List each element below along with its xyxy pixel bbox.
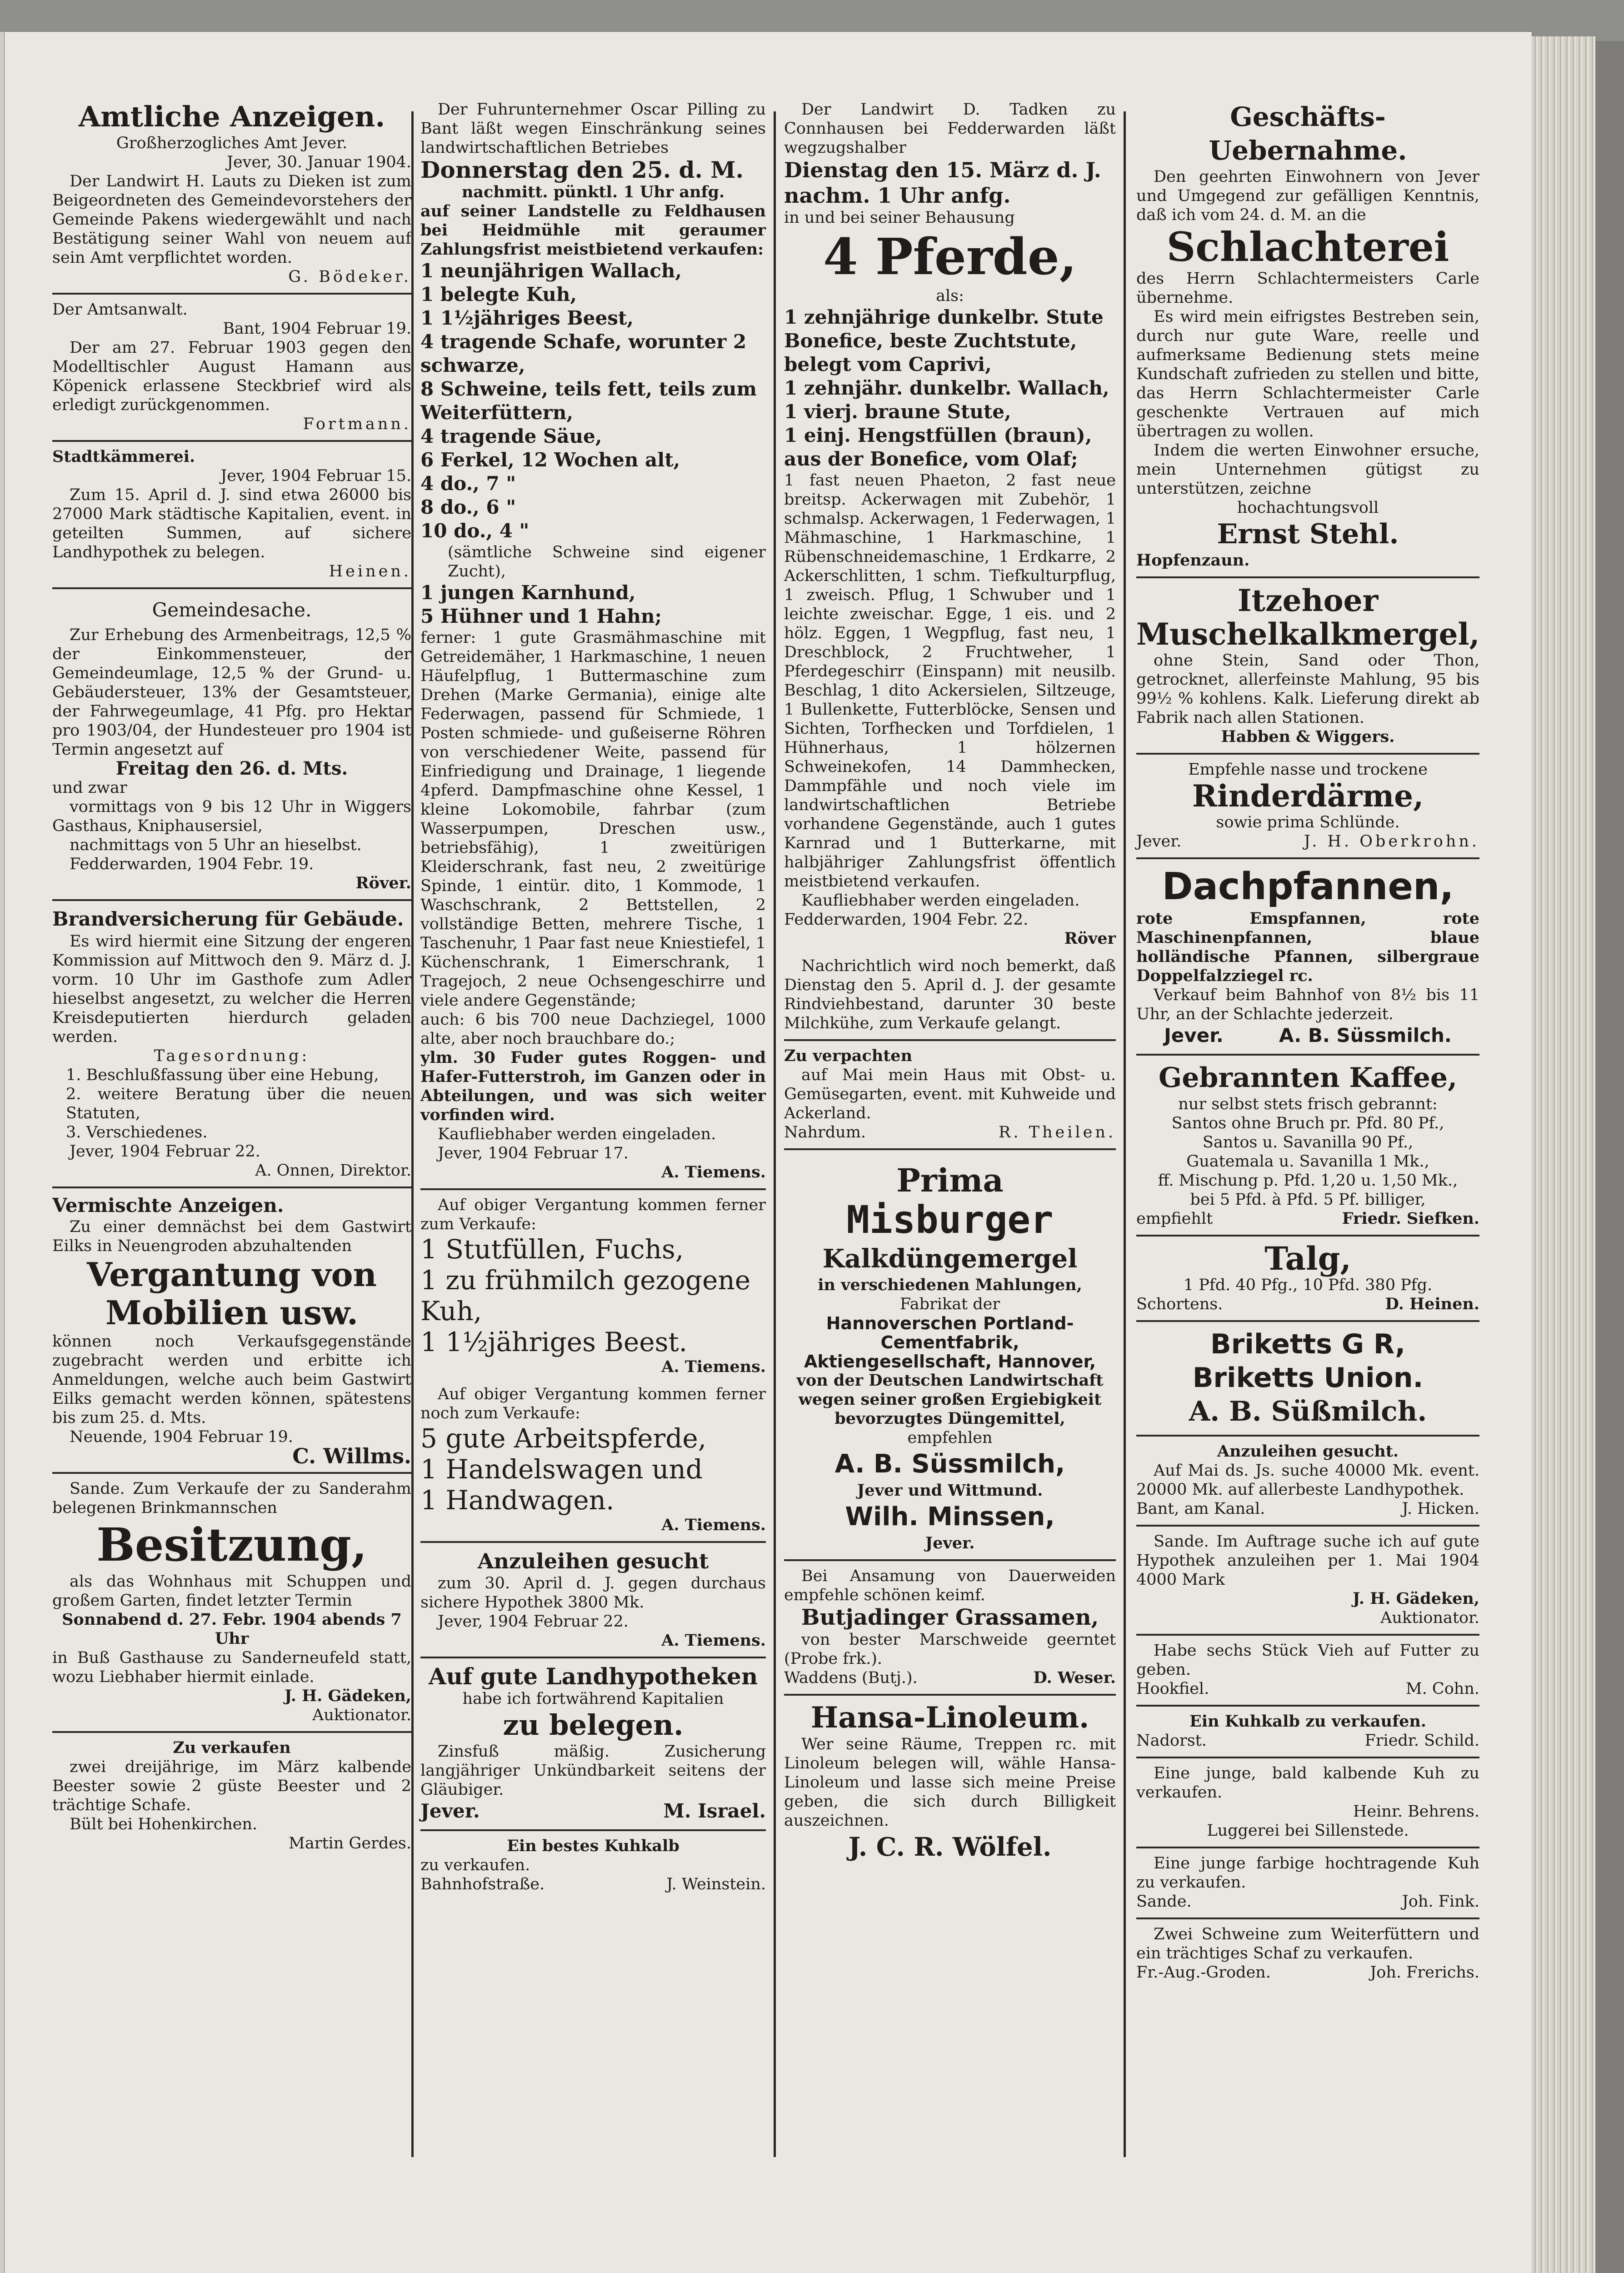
divider	[1136, 1525, 1479, 1527]
place-line: Bült bei Hohenkirchen.	[70, 1815, 258, 1833]
notice-text: Zum 15. April d. J. sind etwa 26000 bis 27000 Mark städtische Kapitalien, event. in geteilten Summen, auf sichere Landhypothek zu belegen.	[52, 486, 411, 561]
notice-text: können noch Verkaufsgegenstände zugebracht werden und erbitte ich Anmeldungen, welche auch beim Gastwirt Eilks gemacht werden können, spätestens bis zum 25. d. Mts.	[52, 1332, 411, 1427]
notice-text: habe ich fortwährend Kapitalien	[462, 1690, 724, 1708]
divider	[52, 899, 411, 901]
divider	[52, 1731, 411, 1733]
signature: D. Heinen.	[1385, 1295, 1479, 1313]
divider	[420, 1657, 766, 1658]
place-line: Jever.	[1136, 832, 1182, 851]
ad-headline: Besitzung,	[96, 1518, 367, 1572]
signature: M. Israel.	[663, 1800, 766, 1822]
sale-item: 6 Ferkel, 12 Wochen alt,	[420, 449, 680, 471]
signature: M. Cohn.	[1405, 1680, 1479, 1698]
notice-text: von der Deutschen Landwirtschaft wegen seiner großen Ergiebigkeit bevorzugtes Düngemittel,	[796, 1371, 1104, 1428]
place-line: Sande.	[1136, 1892, 1192, 1911]
price-line: bei 5 Pfd. à Pfd. 5 Pf. billiger,	[1190, 1191, 1426, 1209]
signature: Habben & Wiggers.	[1221, 727, 1395, 746]
sale-item: 1 1½jähriges Beest,	[420, 307, 634, 329]
notice-text: in Buß Gasthause zu Sanderneufeld statt, wozu Liebhaber hiermit einlade.	[52, 1649, 411, 1686]
notice-text: Eine junge farbige hochtragende Kuh zu verkaufen.	[1136, 1854, 1479, 1892]
notice-text: Bei Ansamung von Dauerweiden empfehle schönen keimf.	[784, 1567, 1116, 1604]
date-line: Jever, 1904 Februar 22.	[70, 1142, 260, 1161]
signature: A. Tiemens.	[661, 1357, 766, 1376]
notice-text: empfiehlt	[1136, 1210, 1213, 1228]
notice-text: Zinsfuß mäßig. Zusicherung langjähriger Unkündbarkeit seitens der Gläubiger.	[420, 1742, 766, 1799]
notice-text: zwei dreijährige, im März kalbende Beester sowie 2 güste Beester und 2 trächtige Schafe.	[52, 1758, 411, 1814]
notice-text: ylm. 30 Fuder gutes Roggen- und Hafer-Futterstroh, im Ganzen oder in Abteilungen, und was sich weiter vorfinden wird.	[420, 1048, 766, 1124]
notice-heading: Ein Kuhkalb zu verkaufen.	[1189, 1712, 1426, 1731]
divider	[1136, 1054, 1479, 1056]
notice-text: als:	[936, 287, 964, 305]
sale-item: 8 do., 6 "	[420, 496, 516, 518]
ad-headline: Misburger	[846, 1197, 1054, 1242]
signature: G. Bödeker.	[288, 268, 411, 286]
signature: Martin Gerdes.	[289, 1834, 411, 1852]
signature: A. Tiemens.	[661, 1631, 766, 1650]
column-3	[775, 100, 1125, 2196]
notice-text: zum 30. April d. J. gegen durchaus sichere Hypothek 3800 Mk.	[420, 1574, 766, 1612]
ad-headline: Gebrannten Kaffee,	[1158, 1062, 1457, 1094]
agenda-heading: Tagesordnung:	[154, 1047, 310, 1065]
notice-text: von bester Marschweide geerntet (Probe frk.).	[784, 1631, 1116, 1668]
signature: Friedr. Siefken.	[1342, 1209, 1479, 1228]
place-line: Luggerei bei Sillenstede.	[1207, 1822, 1409, 1840]
sale-item: 8 Schweine, teils fett, teils zum Weiterfüttern,	[420, 378, 757, 424]
signature: J. Weinstein.	[666, 1875, 766, 1893]
sale-item: 10 do., 4 "	[420, 520, 530, 542]
ad-headline: Hansa-Linoleum.	[810, 1701, 1089, 1735]
signature: Friedr. Schild.	[1364, 1732, 1479, 1750]
time-line: nachmitt. pünktl. 1 Uhr anfg.	[461, 183, 725, 201]
date-line: Sonnabend d. 27. Febr. 1904 abends 7 Uhr	[62, 1610, 402, 1648]
sale-item: 1 jungen Karnhund,	[420, 581, 636, 604]
notice-heading: Der Amtsanwalt.	[52, 300, 188, 319]
divider	[1136, 1757, 1479, 1758]
notice-text: nachmittags von 5 Uhr an hieselbst.	[70, 836, 362, 854]
ad-headline: Muschelkalkmergel,	[1136, 616, 1480, 652]
place-line: Nahrdum.	[784, 1123, 866, 1142]
divider	[784, 1559, 1116, 1561]
ad-headline: Briketts G R,	[1210, 1328, 1406, 1360]
notice-heading: Auf gute Landhypotheken	[428, 1663, 758, 1690]
signature: R. Theilen.	[999, 1123, 1116, 1142]
ad-headline: Prima	[896, 1162, 1004, 1199]
place-line: Waddens (Butj.).	[784, 1669, 918, 1687]
divider	[420, 1188, 766, 1190]
notice-text: zu verkaufen.	[420, 1856, 530, 1874]
notice-heading: Brandversicherung für Gebäude.	[52, 908, 404, 930]
divider	[1136, 857, 1479, 859]
signature: A. B. Süßmilch.	[1189, 1396, 1427, 1427]
divider	[1136, 753, 1479, 755]
sale-item-large: 5 gute Arbeitspferde,	[420, 1423, 707, 1454]
ad-headline: Butjadinger Grassamen,	[801, 1605, 1099, 1630]
signature: Joh. Fink.	[1402, 1892, 1479, 1911]
notice-text: als das Wohnhaus mit Schuppen und großem Garten, findet letzter Termin	[52, 1572, 411, 1610]
notice-text: ferner: 1 gute Grasmähmaschine mit Getreidemäher, 1 Harkmaschine, 1 neuen Häufelpflug, 1 Buttermaschine zum Drehen (Marke Germania), einige alte Federwagen, passend für Schmiede, 1 Posten schmiede- und gußeiserne Röhren von verschiedener Weite, passend für Einfriedigung und Drainage, 1 liegende 4pferd. Dampfmaschine ohne Kessel, 1 kleine Lokomobile, fahrbar (zum Wasserpumpen, Dreschen usw., betriebsfähig), 1 zweitürigen Kleiderschrank, fast neu, 2 zweitürige Spinde, 1 eintür. dito, 1 Kommode, 1 Waschschrank, 2 Bettstellen, 2 vollständige Betten, mehrere Tische, 1 Taschenuhr, 1 Paar fast neue Kniestiefel, 1 Küchenschrank, 1 Eimerschrank, 1 Tragejoch, 2 neue Ochsengeschirre und viele andere Gegenstände;	[420, 629, 766, 1010]
sale-item: 1 belegte Kuh,	[420, 283, 577, 305]
notice-text: empfehlen	[907, 1429, 993, 1447]
section-heading: Vermischte Anzeigen.	[52, 1194, 284, 1217]
notice-text: Hannoverschen Portland-Cementfabrik, Aktiengesellschaft, Hannover,	[804, 1313, 1096, 1372]
notice-text: Der Landwirt H. Lauts zu Dieken ist zum Beigeordneten des Gemeindevorstehers der Gemeinde Pakens wiedergewählt und nach Bestätigung seiner Wahl von neuem auf sein Amt verpflichtet worden.	[52, 172, 411, 267]
divider	[1136, 1918, 1479, 1919]
price-line: 1 Pfd. 40 Pfg., 10 Pfd. 380 Pfg.	[1183, 1276, 1433, 1294]
office-line: Großherzogliches Amt Jever.	[116, 134, 348, 152]
date-line: Fedderwarden, 1904 Febr. 19.	[70, 855, 314, 873]
ad-headline: Itzehoer	[1237, 583, 1379, 618]
date-line: Jever, 30. Januar 1904.	[226, 153, 411, 171]
sale-item: 1 einj. Hengstfüllen (braun), aus der Bonefice, vom Olaf;	[784, 424, 1092, 470]
notice-text: Kaufliebhaber werden eingeladen.	[801, 891, 1080, 910]
notice-text: Der Fuhrunternehmer Oscar Pilling zu Bant läßt wegen Einschränkung seines landwirtschaftlichen Betriebes	[420, 100, 766, 157]
sale-item-large: 1 Handwagen.	[420, 1485, 615, 1516]
divider	[1136, 576, 1479, 578]
notice-text: 1 fast neuen Phaeton, 2 fast neue breitsp. Ackerwagen mit Zubehör, 1 schmalsp. Ackerwagen, 1 Federwagen, 1 Mähmaschine, 1 Harkmaschine, 1 Rübenschneidemaschine, 1 Erdkarre, 2 Ackerschlitten, 1 schm. Tiefkulturpflug, 1 zweisch. Pflug, 1 Schwuber und 1 leichte zweischar. Egge, 1 eis. und 2 hölz. Eggen, 1 Wegpflug, fast neu, 1 Dreschblock, 2 Fruchtweher, 1 Pferdegeschirr (Einspann) mit neusilb. Beschlag, 1 dito Ackersielen, Siltzeuge, 1 Bullenkette, Futterblöcke, Sensen und Sichten, Torfhecken und Torfdielen, 1 Hühnerhaus, 1 hölzernen Schweinekofen, 14 Dammhecken, Dammpfähle und noch viele im landwirtschaftlichen Betriebe vorhandene Gegenstände, auch 1 gutes Karnrad und 1 Butterkarne, mit halbjähriger Zahlungsfrist öffentlich meistbietend verkaufen.	[784, 471, 1116, 891]
signature: Heinen.	[329, 562, 411, 581]
place-line: Bant, am Kanal.	[1136, 1500, 1265, 1518]
divider	[784, 1694, 1116, 1696]
notice-text: Der Landwirt D. Tadken zu Connhausen bei Fedderwarden läßt wegzugshalber	[784, 100, 1116, 157]
notice-text: Der am 27. Februar 1903 gegen den Modelltischler August Hamann aus Köpenick erlassene Steckbrief wird als erledigt zurückgenommen.	[52, 339, 411, 414]
notice-text: Habe sechs Stück Vieh auf Futter zu geben.	[1136, 1642, 1479, 1679]
date-line: Freitag den 26. d. Mts.	[115, 758, 348, 779]
signature: J. H. Gädeken,	[1352, 1589, 1479, 1608]
notice-heading: Zu verpachten	[784, 1046, 913, 1065]
sale-note: (sämtliche Schweine sind eigener Zucht),	[448, 543, 766, 581]
signature: Röver	[1064, 929, 1116, 948]
divider	[52, 440, 411, 442]
divider	[52, 587, 411, 589]
signature: Ernst Stehl.	[1217, 518, 1399, 550]
notice-text: Es wird hiermit eine Sitzung der engeren Kommission auf Mittwoch den 9. März d. J. vorm. 10 Uhr im Gasthofe zum Adler hieselbst angesetzt, zu welcher die Herren Kreisdeputierten hierdurch geladen werden.	[52, 932, 411, 1046]
divider	[52, 1472, 411, 1474]
notice-heading: Anzuleihen gesucht.	[1217, 1442, 1399, 1461]
sale-item: 1 vierj. braune Stute,	[784, 401, 1011, 423]
price-line: ff. Mischung p. Pfd. 1,20 u. 1,50 Mk.,	[1158, 1172, 1458, 1190]
notice-text: Zur Erhebung des Armenbeitrags, 12,5 % der Einkommensteuer, der Gemeindeumlage, 12,5 % der Grund- u. Gebäudersteuer, 13% der Gesamtsteuer, der Fahrwegeumlage, 41 Pfg. pro Hektar pro 1903/04, der Hundesteuer pro 1904 ist Termin angesetzt auf	[52, 626, 411, 759]
ad-headline: 4 Pferde,	[823, 227, 1077, 286]
signature-role: Auktionator.	[1380, 1609, 1479, 1627]
column-1	[52, 100, 411, 2196]
place-line: Jever.	[1164, 1024, 1224, 1046]
notice-text: in verschiedenen Mahlungen,	[818, 1276, 1082, 1294]
notice-text: Nachrichtlich wird noch bemerkt, daß Dienstag den 5. April d. J. der gesamte Rindviehbestand, darunter 30 beste Milchkühe, zum Verkaufe gelangt.	[784, 957, 1116, 1032]
divider	[1136, 1705, 1479, 1707]
date-line: Bant, 1904 Februar 19.	[223, 320, 411, 338]
notice-text: Den geehrten Einwohnern von Jever und Umgegend zur gefälligen Kenntnis, daß ich vom 24. d. M. an die	[1136, 168, 1479, 224]
notice-text: Verkauf beim Bahnhof von 8½ bis 11 Uhr, an der Schlachte jederzeit.	[1136, 986, 1479, 1023]
advertiser-place: Jever und Wittmund.	[857, 1481, 1043, 1500]
signature-role: Auktionator.	[312, 1706, 411, 1724]
divider	[1136, 1235, 1479, 1237]
notice-heading: Stadtkämmerei.	[52, 447, 195, 466]
notice-text: rote Emspfannen, rote Maschinenpfannen, blaue holländische Pfannen, silbergraue Doppelfalzziegel rc.	[1136, 909, 1479, 985]
place-line: Schortens.	[1136, 1295, 1223, 1313]
notice-text: Wer seine Räume, Treppen rc. mit Linoleum belegen will, wähle Hansa-Linoleum und lasse sich meine Preise geben, die sich durch Billigkeit auszeichnen.	[784, 1735, 1116, 1830]
sale-item-large: 1 Stutfüllen, Fuchs,	[420, 1234, 684, 1265]
date-line: Jever, 1904 Februar 17.	[438, 1144, 629, 1162]
divider	[1136, 1634, 1479, 1636]
ad-headline: Schlachterei	[1166, 223, 1449, 270]
place-line: Fr.-Aug.-Groden.	[1136, 1963, 1271, 1982]
signature: A. Tiemens.	[661, 1516, 766, 1534]
notice-text: auf seiner Landstelle zu Feldhausen bei Heidmühle mit geraumer Zahlungsfrist meistbietend verkaufen:	[420, 202, 766, 259]
divider	[784, 1039, 1116, 1041]
notice-text: Auf obiger Vergantung kommen ferner noch zum Verkaufe:	[420, 1385, 766, 1422]
notice-text: auf Mai mein Haus mit Obst- u. Gemüsegarten, event. mit Kuhweide und Ackerland.	[784, 1066, 1116, 1122]
signature: J. H. Oberkrohn.	[1304, 832, 1479, 851]
notice-text: Auf Mai ds. Js. suche 40000 Mk. event. 20000 Mk. auf allerbeste Landhypothek.	[1136, 1462, 1479, 1499]
date-line: Dienstag den 15. März d. J. nachm. 1 Uhr anfg.	[784, 158, 1101, 208]
notice-text: Es wird mein eifrigstes Bestreben sein, durch nur gute Ware, reelle und aufmerksame Bedienung stets meine Kundschaft zufrieden zu stellen und bitte, das Herrn Schlachtermeister Carle geschenkte Vertrauen auf mich übertragen zu wollen.	[1136, 308, 1479, 441]
divider	[1136, 1435, 1479, 1437]
sale-item-large: 1 1½jähriges Beest.	[420, 1327, 688, 1357]
notice-text: Sande. Im Auftrage suche ich auf gute Hypothek anzuleihen per 1. Mai 1904 4000 Mark	[1136, 1532, 1479, 1589]
signature: J. C. R. Wölfel.	[848, 1832, 1052, 1862]
date-line: Fedderwarden, 1904 Febr. 22.	[784, 911, 1029, 929]
signature: Joh. Frerichs.	[1370, 1963, 1479, 1982]
signature: J. H. Gädeken,	[284, 1687, 411, 1705]
signature: A. Onnen, Direktor.	[255, 1162, 411, 1180]
notice-text: Indem die werten Einwohner ersuche, mein Unternehmen gütigst zu unterstützen, zeichne	[1136, 441, 1479, 498]
advertiser-name: A. B. Süssmilch,	[834, 1449, 1065, 1479]
column-2	[411, 100, 775, 2196]
date-line: Jever, 1904 Februar 22.	[438, 1612, 629, 1631]
date-line: Donnerstag den 25. d. M.	[420, 156, 744, 183]
notice-text: Eine junge, bald kalbende Kuh zu verkaufen.	[1136, 1764, 1479, 1802]
divider	[1136, 1320, 1479, 1322]
notice-text: Fabrikat der	[899, 1295, 1000, 1313]
divider	[420, 1541, 766, 1543]
sale-item: 1 zehnjährige dunkelbr. Stute Bonefice, beste Zuchtstute, belegt vom Caprivi,	[784, 306, 1104, 375]
place-line: Jever.	[420, 1800, 480, 1822]
divider	[784, 1148, 1116, 1150]
ad-subheadline: Kalkdüngemergel	[822, 1244, 1078, 1274]
notice-text: vormittags von 9 bis 12 Uhr in Wiggers Gasthaus, Kniphausersiel,	[52, 798, 411, 835]
signature: C. Willms.	[292, 1444, 411, 1468]
ad-headline: Vergantung von Mobilien usw.	[87, 1255, 377, 1332]
sale-item-large: 1 Handelswagen und	[420, 1454, 703, 1485]
price-line: Guatemala u. Savanilla 1 Mk.,	[1186, 1152, 1429, 1171]
agenda-item: 3. Verschiedenes.	[66, 1123, 208, 1142]
divider	[52, 293, 411, 295]
sale-item-large: 1 zu frühmilch gezogene Kuh,	[420, 1265, 751, 1327]
book-cover-edge	[1595, 41, 1624, 2273]
notice-text: auch: 6 bis 700 neue Dachziegel, 1000 alte, aber noch brauchbare do.;	[420, 1011, 766, 1048]
signature: J. Hicken.	[1402, 1500, 1479, 1518]
signature: A. Tiemens.	[661, 1163, 766, 1182]
advertiser-place: Jever.	[925, 1534, 975, 1552]
sale-item: 4 tragende Schafe, worunter 2 schwarze,	[420, 330, 747, 376]
price-line: Santos ohne Bruch pr. Pfd. 80 Pf.,	[1171, 1114, 1444, 1132]
sale-item: 1 neunjährigen Wallach,	[420, 260, 682, 282]
notice-text: Zwei Schweine zum Weiterfüttern und ein trächtiges Schaf zu verkaufen.	[1136, 1925, 1479, 1963]
book-page-edges	[1532, 36, 1595, 2273]
closing-line: hochachtungsvoll	[1237, 499, 1379, 517]
notice-heading: Gemeindesache.	[152, 599, 312, 621]
notice-heading: Anzuleihen gesucht	[477, 1549, 709, 1573]
notice-heading: Zu verkaufen	[173, 1738, 291, 1757]
price-line: Santos u. Savanilla 90 Pf.,	[1202, 1133, 1414, 1152]
notice-heading: Ein bestes Kuhkalb	[507, 1837, 680, 1855]
column-4	[1125, 100, 1489, 2196]
notice-text: nur selbst stets frisch gebrannt:	[1178, 1095, 1438, 1113]
ad-headline: zu belegen.	[503, 1708, 684, 1742]
ad-headline: Dachpfannen,	[1162, 865, 1454, 908]
sale-item: 4 do., 7 "	[420, 472, 516, 495]
agenda-item: 2. weitere Beratung über die neuen Statuten,	[66, 1085, 411, 1122]
sale-item: 5 Hühner und 1 Hahn;	[420, 605, 662, 627]
ad-headline: Briketts Union.	[1192, 1362, 1424, 1394]
notice-text: Sande. Zum Verkaufe der zu Sanderahm belegenen Brinkmannschen	[52, 1480, 411, 1517]
date-line: Neuende, 1904 Februar 19.	[70, 1428, 293, 1446]
ad-headline: Rinderdärme,	[1192, 778, 1424, 814]
date-line: Jever, 1904 Februar 15.	[220, 467, 411, 485]
signature: Röver.	[355, 874, 411, 892]
divider	[1136, 1847, 1479, 1848]
place-line: Hopfenzaun.	[1136, 551, 1250, 570]
section-heading: Amtliche Anzeigen.	[78, 100, 385, 133]
ad-headline: Talg,	[1264, 1240, 1351, 1277]
divider	[52, 1187, 411, 1188]
signature: A. B. Süssmilch.	[1279, 1024, 1452, 1046]
agenda-item: 1. Beschlußfassung über eine Hebung,	[66, 1066, 379, 1084]
notice-text: Kaufliebhaber werden eingeladen.	[438, 1125, 716, 1143]
sale-item: 4 tragende Säue,	[420, 425, 602, 447]
place-line: Hookfiel.	[1136, 1680, 1209, 1698]
place-line: Bahnhofstraße.	[420, 1875, 545, 1893]
divider	[420, 1829, 766, 1831]
signature: Fortmann.	[303, 415, 411, 433]
sale-item: 1 zehnjähr. dunkelbr. Wallach,	[784, 377, 1109, 399]
notice-text: ohne Stein, Sand oder Thon, getrocknet, allerfeinste Mahlung, 95 bis 99½ % kohlens. Kalk. Lieferung direkt ab Fabrik nach allen Stationen.	[1136, 651, 1479, 727]
advertiser-name: Wilh. Minssen,	[845, 1502, 1055, 1532]
place-line: in und bei seiner Behausung	[784, 209, 1015, 227]
signature: Heinr. Behrens.	[1353, 1802, 1479, 1821]
notice-text: sowie prima Schlünde.	[1216, 813, 1400, 831]
ad-headline: Geschäfts-Uebernahme.	[1209, 101, 1407, 166]
notice-text: Auf obiger Vergantung kommen ferner zum Verkaufe:	[420, 1196, 766, 1233]
notice-text: des Herrn Schlachtermeisters Carle übernehme.	[1136, 270, 1479, 307]
signature: D. Weser.	[1033, 1668, 1116, 1687]
notice-text: Empfehle nasse und trockene	[1188, 761, 1428, 779]
notice-text: und zwar	[52, 779, 127, 797]
place-line: Nadorst.	[1136, 1732, 1207, 1750]
notice-text: Zu einer demnächst bei dem Gastwirt Eilks in Neuengroden abzuhaltenden	[52, 1218, 411, 1255]
